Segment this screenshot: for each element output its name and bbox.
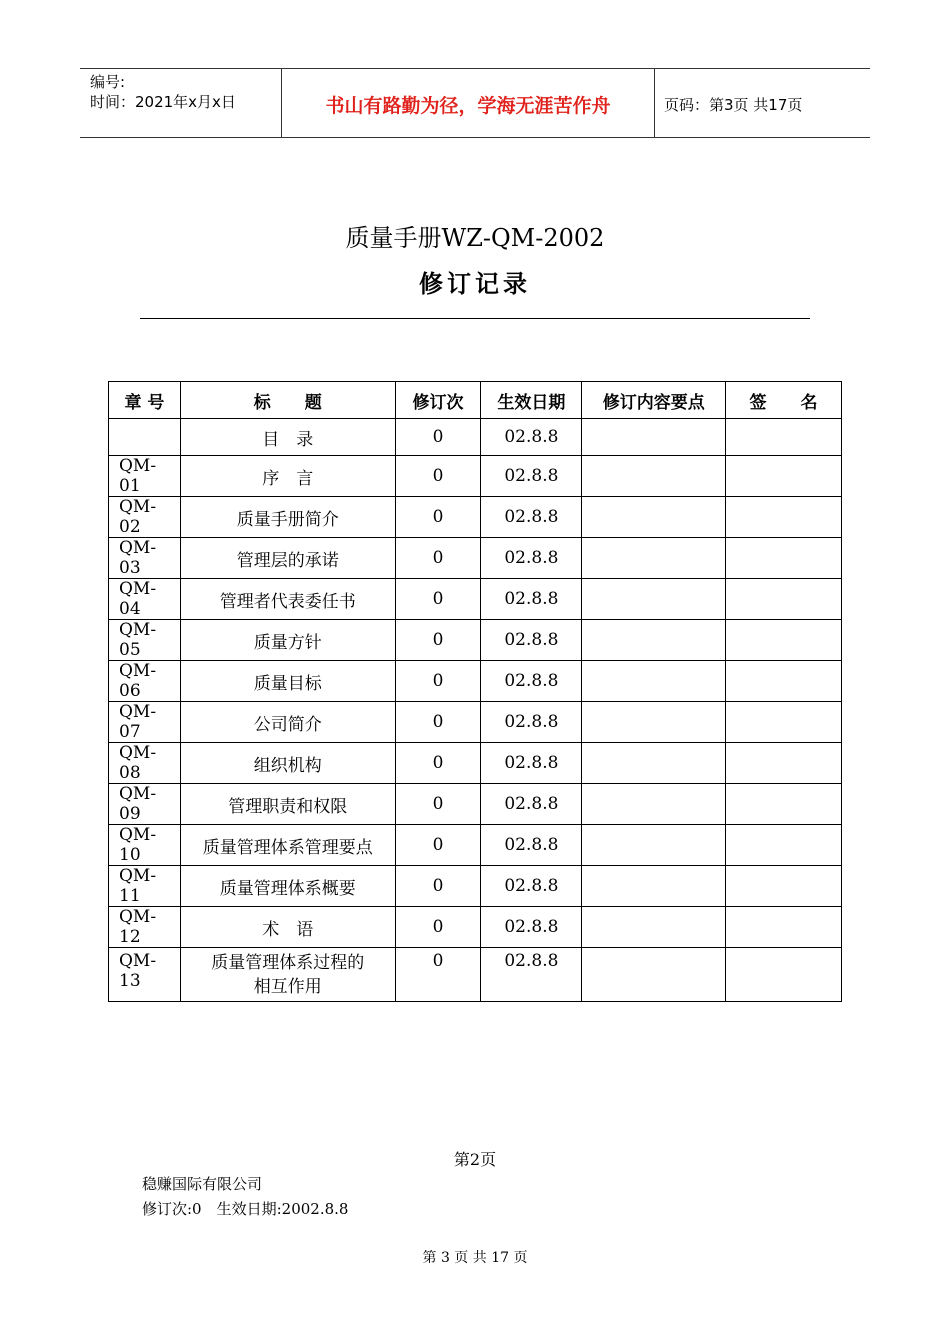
chapter-cell: QM-04 [109,579,181,620]
title-cell: 公司简介 [180,702,395,743]
date-cell: 02.8.8 [481,743,582,784]
signature-cell [726,456,842,497]
document-date: 时间：2021年x月x日 [90,93,236,111]
title-cell: 质量管理体系概要 [180,866,395,907]
chapter-cell: QM-01 [109,456,181,497]
content-cell [582,866,726,907]
signature-cell [726,743,842,784]
column-header-title: 标 题 [180,382,395,419]
content-cell [582,579,726,620]
outer-page-number: 第 3 页 共 17 页 [422,1250,528,1266]
revision-cell: 0 [395,579,481,620]
signature-cell [726,579,842,620]
header-right-cell [654,69,870,137]
chapter-cell: QM-02 [109,497,181,538]
revision-cell: 0 [395,419,481,456]
document-number-label: 编号: [90,73,126,91]
content-cell [582,825,726,866]
title-cell: 序 言 [180,456,395,497]
column-header-revision: 修订次 [395,382,481,419]
signature-cell [726,661,842,702]
chapter-cell: QM-03 [109,538,181,579]
document-title: 质量手册WZ-QM-2002 [345,224,605,252]
chapter-cell: QM-11 [109,866,181,907]
signature-cell [726,784,842,825]
table-row [109,456,842,497]
header-center-cell [281,69,655,137]
revision-cell: 0 [395,948,481,1002]
signature-cell [726,497,842,538]
revision-record-table [108,381,842,1002]
revision-info: 修订次:0 生效日期:2002.8.8 [142,1200,349,1218]
date-cell: 02.8.8 [481,419,582,456]
table-row [109,866,842,907]
header-page-number: 页码：第3页 共17页 [664,96,803,114]
column-header-signature: 签 名 [726,382,842,419]
revision-cell: 0 [395,784,481,825]
title-cell: 质量管理体系过程的 相互作用 [180,948,395,1002]
chapter-cell: QM-10 [109,825,181,866]
revision-cell: 0 [395,456,481,497]
content-cell [582,948,726,1002]
date-cell: 02.8.8 [481,497,582,538]
date-cell: 02.8.8 [481,456,582,497]
revision-cell: 0 [395,497,481,538]
date-cell: 02.8.8 [481,866,582,907]
signature-cell [726,620,842,661]
table-row [109,743,842,784]
chapter-cell: QM-12 [109,907,181,948]
date-cell: 02.8.8 [481,784,582,825]
table-row [109,579,842,620]
title-cell: 术 语 [180,907,395,948]
chapter-cell [109,419,181,456]
title-cell: 组织机构 [180,743,395,784]
date-cell: 02.8.8 [481,702,582,743]
signature-cell [726,825,842,866]
date-cell: 02.8.8 [481,579,582,620]
signature-cell [726,948,842,1002]
header-motto: 书山有路勤为径，学海无涯苦作舟 [325,95,611,117]
content-cell [582,620,726,661]
chapter-cell: QM-06 [109,661,181,702]
column-header-chapter: 章 号 [109,382,181,419]
table-row [109,784,842,825]
title-cell: 管理职责和权限 [180,784,395,825]
column-header-effective-date: 生效日期 [481,382,582,419]
chapter-cell: QM-08 [109,743,181,784]
title-cell: 质量方针 [180,620,395,661]
revision-cell: 0 [395,825,481,866]
revision-cell: 0 [395,538,481,579]
content-cell [582,907,726,948]
table-row [109,907,842,948]
column-header-revision-content: 修订内容要点 [582,382,726,419]
content-cell [582,419,726,456]
table-header-row [109,382,842,419]
chapter-cell: QM-05 [109,620,181,661]
title-cell: 管理者代表委任书 [180,579,395,620]
chapter-cell: QM-09 [109,784,181,825]
title-divider [140,318,810,319]
date-cell: 02.8.8 [481,825,582,866]
date-cell: 02.8.8 [481,907,582,948]
date-cell: 02.8.8 [481,661,582,702]
date-cell: 02.8.8 [481,620,582,661]
title-cell: 管理层的承诺 [180,538,395,579]
content-cell [582,743,726,784]
title-cell: 质量手册简介 [180,497,395,538]
table-row [109,661,842,702]
table-row [109,825,842,866]
content-cell [582,538,726,579]
table-row [109,538,842,579]
revision-cell: 0 [395,743,481,784]
signature-cell [726,907,842,948]
revision-cell: 0 [395,620,481,661]
chapter-cell: QM-07 [109,702,181,743]
content-cell [582,784,726,825]
signature-cell [726,866,842,907]
signature-cell [726,419,842,456]
page-footer-label: 第2页 [453,1150,497,1169]
title-cell: 目 录 [180,419,395,456]
content-cell [582,497,726,538]
date-cell: 02.8.8 [481,538,582,579]
header-left-cell [80,69,281,137]
signature-cell [726,538,842,579]
content-cell [582,456,726,497]
date-cell: 02.8.8 [481,948,582,1002]
revision-cell: 0 [395,661,481,702]
table-row [109,702,842,743]
company-name: 稳赚国际有限公司 [142,1175,263,1193]
title-cell: 质量管理体系管理要点 [180,825,395,866]
content-cell [582,702,726,743]
table-row [109,948,842,1002]
title-cell: 质量目标 [180,661,395,702]
table-row [109,620,842,661]
document-subtitle: 修订记录 [419,269,531,298]
signature-cell [726,702,842,743]
chapter-cell: QM-13 [109,948,181,1002]
page-header [80,68,870,138]
revision-cell: 0 [395,866,481,907]
content-cell [582,661,726,702]
table-row [109,497,842,538]
table-row [109,419,842,456]
revision-cell: 0 [395,702,481,743]
revision-cell: 0 [395,907,481,948]
